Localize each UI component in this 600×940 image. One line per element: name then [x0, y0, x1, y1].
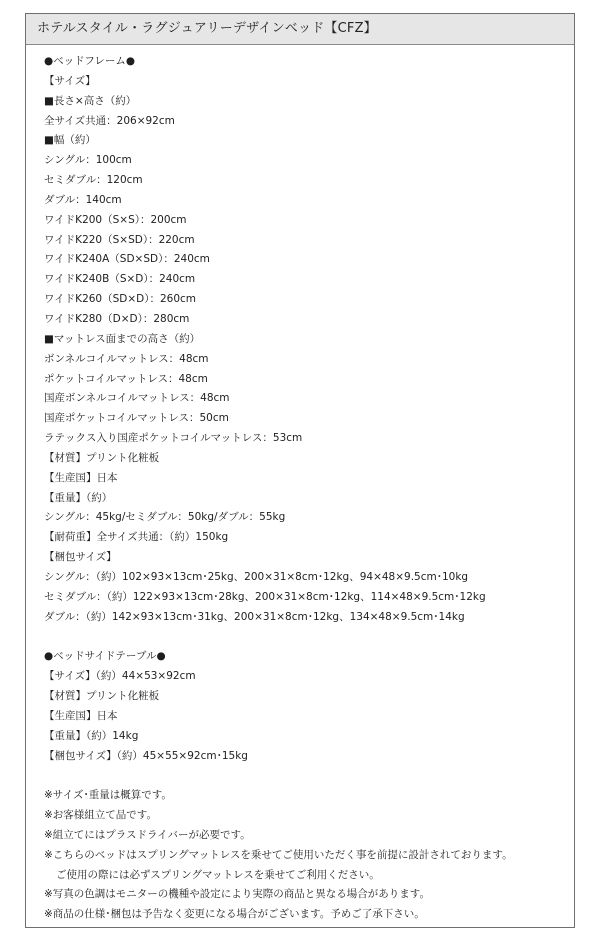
width-k260: ワイドK260（SD×D）：260cm: [44, 293, 197, 306]
width-k220: ワイドK220（S×SD）：220cm: [44, 233, 195, 246]
material: 【材質】プリント化粧板: [44, 451, 160, 464]
spec-title: ホテルスタイル・ラグジュアリーデザインベッド【CFZ】: [37, 21, 377, 36]
note-assembly-required: ※お客様組立て品です。: [44, 809, 157, 822]
width-k240a: ワイドK240A（SD×SD）：240cm: [44, 253, 210, 266]
package-size-double: ダブル：（約）142×93×13cm･31kg、200×31×8cm･12kg、134×48×9.5cm･14kg: [44, 610, 465, 623]
package-size-heading: 【梱包サイズ】: [44, 551, 117, 564]
mattress-height-bonnell: ボンネルコイルマットレス：48cm: [44, 352, 209, 365]
spec-content: [44, 52, 564, 925]
width-single: シングル：100cm: [44, 154, 132, 167]
width-k200: ワイドK200（S×S）：200cm: [44, 213, 187, 226]
mattress-height-domestic-pocket: 国産ポケットコイルマットレス：50cm: [44, 412, 229, 425]
width-k240b: ワイドK240B（S×D）：240cm: [44, 273, 196, 286]
width-heading: ■幅（約）: [44, 134, 96, 147]
table-weight: 【重量】（約）14kg: [44, 729, 139, 742]
length-height-value: 全サイズ共通：206×92cm: [44, 114, 175, 127]
length-height-heading: ■長さ×高さ（約）: [44, 94, 137, 107]
spec-header: [26, 14, 574, 45]
table-package-size: 【梱包サイズ】（約）45×55×92cm･15kg: [44, 749, 248, 762]
package-size-single: シングル：（約）102×93×13cm･25kg、200×31×8cm･12kg、94×48×9.5cm･10kg: [44, 570, 469, 583]
table-size: 【サイズ】（約）44×53×92cm: [44, 670, 196, 683]
weight-heading: 【重量】（約）: [44, 491, 113, 504]
note-approximate: ※サイズ･重量は概算です。: [44, 789, 172, 802]
note-color-tone: ※写真の色調はモニターの機種や設定により実際の商品と異なる場合があります。: [44, 888, 430, 901]
table-material: 【材質】プリント化粧板: [44, 690, 160, 702]
size-label: 【サイズ】: [44, 74, 96, 87]
width-double: ダブル：140cm: [44, 193, 122, 206]
width-k280: ワイドK280（D×D）：280cm: [44, 312, 190, 325]
weight-values: シングル：45kg/セミダブル：50kg/ダブル：55kg: [44, 511, 286, 524]
note-spring-mattress: ※こちらのベッドはスプリングマットレスを乗せてご使用いただく事を前提に設計されております。: [44, 848, 513, 861]
spacer: [44, 627, 564, 647]
spacer: [44, 766, 564, 786]
mattress-height-heading: ■マットレス面までの高さ（約）: [44, 332, 201, 345]
country-of-origin: 【生産国】日本: [44, 471, 118, 484]
mattress-height-latex: ラテックス入り国産ポケットコイルマットレス：53cm: [44, 432, 303, 445]
width-semi-double: セミダブル：120cm: [44, 174, 143, 187]
note-screwdriver: ※組立てにはプラスドライバーが必要です。: [44, 828, 251, 841]
package-size-semi-double: セミダブル：（約）122×93×13cm･28kg、200×31×8cm･12kg、114×48×9.5cm･12kg: [44, 590, 486, 603]
mattress-height-domestic-bonnell: 国産ボンネルコイルマットレス：48cm: [44, 392, 230, 405]
spec-frame: [25, 13, 575, 928]
note-spec-change: ※商品の仕様･梱包は予告なく変更になる場合がございます。予めご了承下さい。: [44, 908, 425, 921]
load-capacity: 【耐荷重】全サイズ共通：（約）150kg: [44, 531, 229, 544]
mattress-height-pocket: ポケットコイルマットレス：48cm: [44, 372, 208, 385]
note-spring-mattress-cont: ご使用の際には必ずスプリングマットレスを乗せてご利用ください。: [56, 868, 380, 881]
section-heading-bedside-table: ●ベッドサイドテーブル●: [44, 650, 166, 663]
table-country-of-origin: 【生産国】日本: [44, 709, 118, 722]
section-heading-bed-frame: ●ベッドフレーム●: [44, 55, 136, 67]
